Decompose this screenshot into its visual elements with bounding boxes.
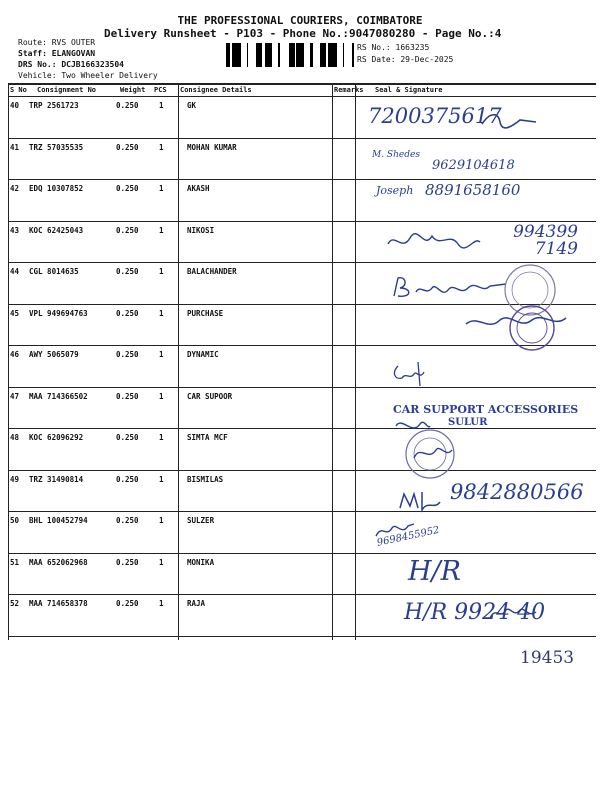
cell-cno: EDQ 10307852 bbox=[29, 184, 84, 193]
signature-row-52: H/R 9924 40 bbox=[404, 600, 546, 625]
cell-sno: 47 bbox=[10, 391, 20, 401]
barcode-bar bbox=[256, 43, 259, 67]
cell-sno: 51 bbox=[10, 557, 20, 567]
cell-consignee: BALACHANDER bbox=[187, 267, 237, 276]
col-header-consignment: Consignment No bbox=[37, 86, 97, 94]
vehicle-line bbox=[18, 71, 158, 80]
staff-value: ELANGOVAN bbox=[51, 49, 96, 58]
route-value: RVS OUTER bbox=[51, 38, 96, 47]
cell-sno: 40 bbox=[10, 101, 20, 110]
barcode-bar bbox=[292, 43, 295, 67]
barcode-bar bbox=[298, 43, 301, 67]
barcode-bar bbox=[325, 43, 326, 67]
cell-weight: 0.250 bbox=[116, 267, 139, 276]
cell-pcs: 1 bbox=[159, 391, 164, 401]
cell-pcs: 1 bbox=[159, 350, 164, 359]
vehicle-label: Vehicle: bbox=[18, 71, 57, 80]
table-top-border bbox=[8, 83, 596, 85]
cell-sno: 44 bbox=[10, 267, 20, 276]
barcode-bar bbox=[268, 43, 271, 67]
barcode-bar bbox=[232, 43, 235, 67]
cell-cno: TRZ 57035535 bbox=[29, 142, 84, 152]
cell-sno: 45 bbox=[10, 308, 20, 318]
table-row bbox=[8, 346, 596, 388]
cell-consignee: DYNAMIC bbox=[187, 350, 219, 359]
barcode-bar bbox=[310, 43, 313, 67]
signature-scribble-43 bbox=[384, 228, 484, 256]
cell-pcs: 1 bbox=[159, 142, 164, 152]
barcode-bar bbox=[247, 43, 248, 67]
drs-value: DCJB166323504 bbox=[61, 60, 124, 69]
barcode bbox=[226, 43, 354, 67]
barcode-bar bbox=[290, 43, 292, 67]
cell-pcs: 1 bbox=[159, 267, 164, 276]
cell-consignee: GK bbox=[187, 101, 197, 110]
barcode-bar bbox=[331, 43, 332, 67]
cell-pcs: 1 bbox=[159, 599, 164, 608]
drs-label: DRS No.: bbox=[18, 60, 57, 69]
seal-stamp-48 bbox=[400, 428, 466, 480]
row-divider bbox=[8, 636, 596, 637]
cell-sno: 48 bbox=[10, 433, 20, 442]
cell-consignee: PURCHASE bbox=[187, 308, 224, 318]
barcode-bar bbox=[266, 43, 268, 67]
drs-line bbox=[18, 60, 124, 69]
cell-sno: 43 bbox=[10, 225, 20, 235]
signature-scribble-46 bbox=[390, 358, 430, 388]
cell-consignee: NIKOSI bbox=[187, 225, 215, 235]
signature-row-49: 9842880566 bbox=[450, 480, 584, 504]
cell-sno: 46 bbox=[10, 350, 20, 359]
rs-no-line bbox=[357, 43, 429, 52]
cell-sno: 42 bbox=[10, 184, 20, 193]
cell-sno: 52 bbox=[10, 599, 20, 608]
cell-cno: AWY 5065079 bbox=[29, 350, 79, 359]
barcode-bar bbox=[296, 43, 298, 67]
cell-cno: TRP 2561723 bbox=[29, 101, 79, 110]
cell-weight: 0.250 bbox=[116, 391, 139, 401]
barcode-bar bbox=[260, 43, 262, 67]
cell-cno: VPL 949694763 bbox=[29, 308, 88, 318]
col-header-remarks: Remarks bbox=[334, 86, 364, 94]
cell-consignee: RAJA bbox=[187, 599, 206, 608]
staff-label: Staff: bbox=[18, 49, 47, 58]
cell-sno: 49 bbox=[10, 474, 20, 484]
cell-pcs: 1 bbox=[159, 474, 164, 484]
barcode-bar bbox=[259, 43, 260, 67]
cell-weight: 0.250 bbox=[116, 308, 139, 318]
cell-cno: TRZ 31490814 bbox=[29, 474, 84, 484]
col-header-pcs: PCS bbox=[154, 86, 167, 94]
cell-pcs: 1 bbox=[159, 184, 164, 193]
table-row bbox=[8, 554, 596, 596]
cell-weight: 0.250 bbox=[116, 350, 139, 359]
rs-date-label: RS Date: bbox=[357, 55, 396, 64]
cell-sno: 41 bbox=[10, 142, 20, 152]
staff-line bbox=[18, 49, 95, 58]
footer-note: 19453 bbox=[520, 648, 575, 668]
cell-weight: 0.250 bbox=[116, 225, 139, 235]
cell-pcs: 1 bbox=[159, 433, 164, 442]
cell-weight: 0.250 bbox=[116, 142, 139, 152]
barcode-bar bbox=[235, 43, 236, 67]
signature-scribble-40 bbox=[480, 110, 540, 130]
barcode-bar bbox=[278, 43, 280, 67]
cell-cno: KOC 62096292 bbox=[29, 433, 84, 442]
company-title: THE PROFESSIONAL COURIERS, COIMBATORE bbox=[177, 14, 423, 27]
barcode-bar bbox=[236, 43, 238, 67]
cell-pcs: 1 bbox=[159, 101, 164, 110]
runsheet-subtitle: Delivery Runsheet - P103 - Phone No.:9047080280 - Page No.:4 bbox=[104, 27, 502, 40]
cell-cno: MAA 714366502 bbox=[29, 391, 88, 401]
vehicle-value: Two Wheeler Delivery bbox=[61, 71, 158, 80]
barcode-bar bbox=[226, 43, 229, 67]
barcode-bar bbox=[332, 43, 334, 67]
cell-cno: KOC 62425043 bbox=[29, 225, 84, 235]
barcode-bar bbox=[352, 43, 354, 67]
signature-row-51: H/R bbox=[408, 556, 461, 587]
table-row bbox=[8, 429, 596, 471]
signature-row-43: 994399 7149 bbox=[513, 222, 578, 259]
cell-consignee: MOHAN KUMAR bbox=[187, 142, 237, 152]
col-header-signature: Seal & Signature bbox=[375, 86, 443, 94]
stamp-line-2: SULUR bbox=[448, 417, 488, 428]
cell-cno: BHL 100452794 bbox=[29, 516, 88, 525]
cell-sno: 50 bbox=[10, 516, 20, 525]
cell-weight: 0.250 bbox=[116, 433, 139, 442]
col-header-consignee: Consignee Details bbox=[180, 86, 252, 94]
barcode-bar bbox=[289, 43, 290, 67]
signature-row-50: 9698455952 bbox=[376, 524, 441, 549]
cell-weight: 0.250 bbox=[116, 474, 139, 484]
cell-pcs: 1 bbox=[159, 557, 164, 567]
cell-consignee: SULZER bbox=[187, 516, 215, 525]
barcode-bar bbox=[301, 43, 302, 67]
cell-cno: MAA 714658378 bbox=[29, 599, 88, 608]
signature-name-41: M. Shedes bbox=[372, 150, 420, 160]
cell-pcs: 1 bbox=[159, 516, 164, 525]
barcode-bar bbox=[302, 43, 304, 67]
cell-weight: 0.250 bbox=[116, 184, 139, 193]
barcode-bar bbox=[334, 43, 337, 67]
cell-consignee: CAR SUPOOR bbox=[187, 391, 233, 401]
barcode-bar bbox=[271, 43, 272, 67]
rs-no-label: RS No.: bbox=[357, 43, 391, 52]
route-line bbox=[18, 38, 95, 47]
signature-row-40: 7200375617 bbox=[368, 104, 502, 128]
rs-date-value: 29-Dec-2025 bbox=[400, 55, 454, 64]
signature-scribble-52 bbox=[488, 604, 538, 624]
col-header-sno: S No bbox=[10, 86, 27, 94]
cell-consignee: MONIKA bbox=[187, 557, 215, 567]
barcode-bar bbox=[238, 43, 241, 67]
cell-weight: 0.250 bbox=[116, 599, 139, 608]
barcode-bar bbox=[343, 43, 344, 67]
barcode-bar bbox=[265, 43, 266, 67]
barcode-bar bbox=[328, 43, 331, 67]
cell-pcs: 1 bbox=[159, 225, 164, 235]
cell-weight: 0.250 bbox=[116, 101, 139, 110]
cell-consignee: SIMTA MCF bbox=[187, 433, 228, 442]
signature-name-42: Joseph bbox=[376, 184, 414, 197]
signature-scribble-49 bbox=[398, 488, 448, 514]
stamp-line-1: CAR SUPPORT ACCESSORIES bbox=[393, 403, 579, 416]
cell-cno: CGL 8014635 bbox=[29, 267, 79, 276]
col-header-weight: Weight bbox=[120, 86, 146, 94]
cell-weight: 0.250 bbox=[116, 516, 139, 525]
table-row bbox=[8, 512, 596, 554]
signature-row-42: 8891658160 bbox=[425, 181, 521, 199]
route-label: Route: bbox=[18, 38, 47, 47]
cell-weight: 0.250 bbox=[116, 557, 139, 567]
seal-stamp-45 bbox=[462, 302, 582, 352]
signature-row-41: 9629104618 bbox=[432, 158, 515, 173]
barcode-bar bbox=[322, 43, 325, 67]
cell-pcs: 1 bbox=[159, 308, 164, 318]
cell-cno: MAA 652062968 bbox=[29, 557, 88, 567]
rs-no-value: 1663235 bbox=[395, 43, 430, 52]
barcode-bar bbox=[229, 43, 230, 67]
signature-scribble-44 bbox=[390, 272, 510, 304]
cell-consignee: BISMILAS bbox=[187, 474, 224, 484]
cell-consignee: AKASH bbox=[187, 184, 210, 193]
barcode-bar bbox=[320, 43, 322, 67]
rs-date-line bbox=[357, 55, 453, 64]
